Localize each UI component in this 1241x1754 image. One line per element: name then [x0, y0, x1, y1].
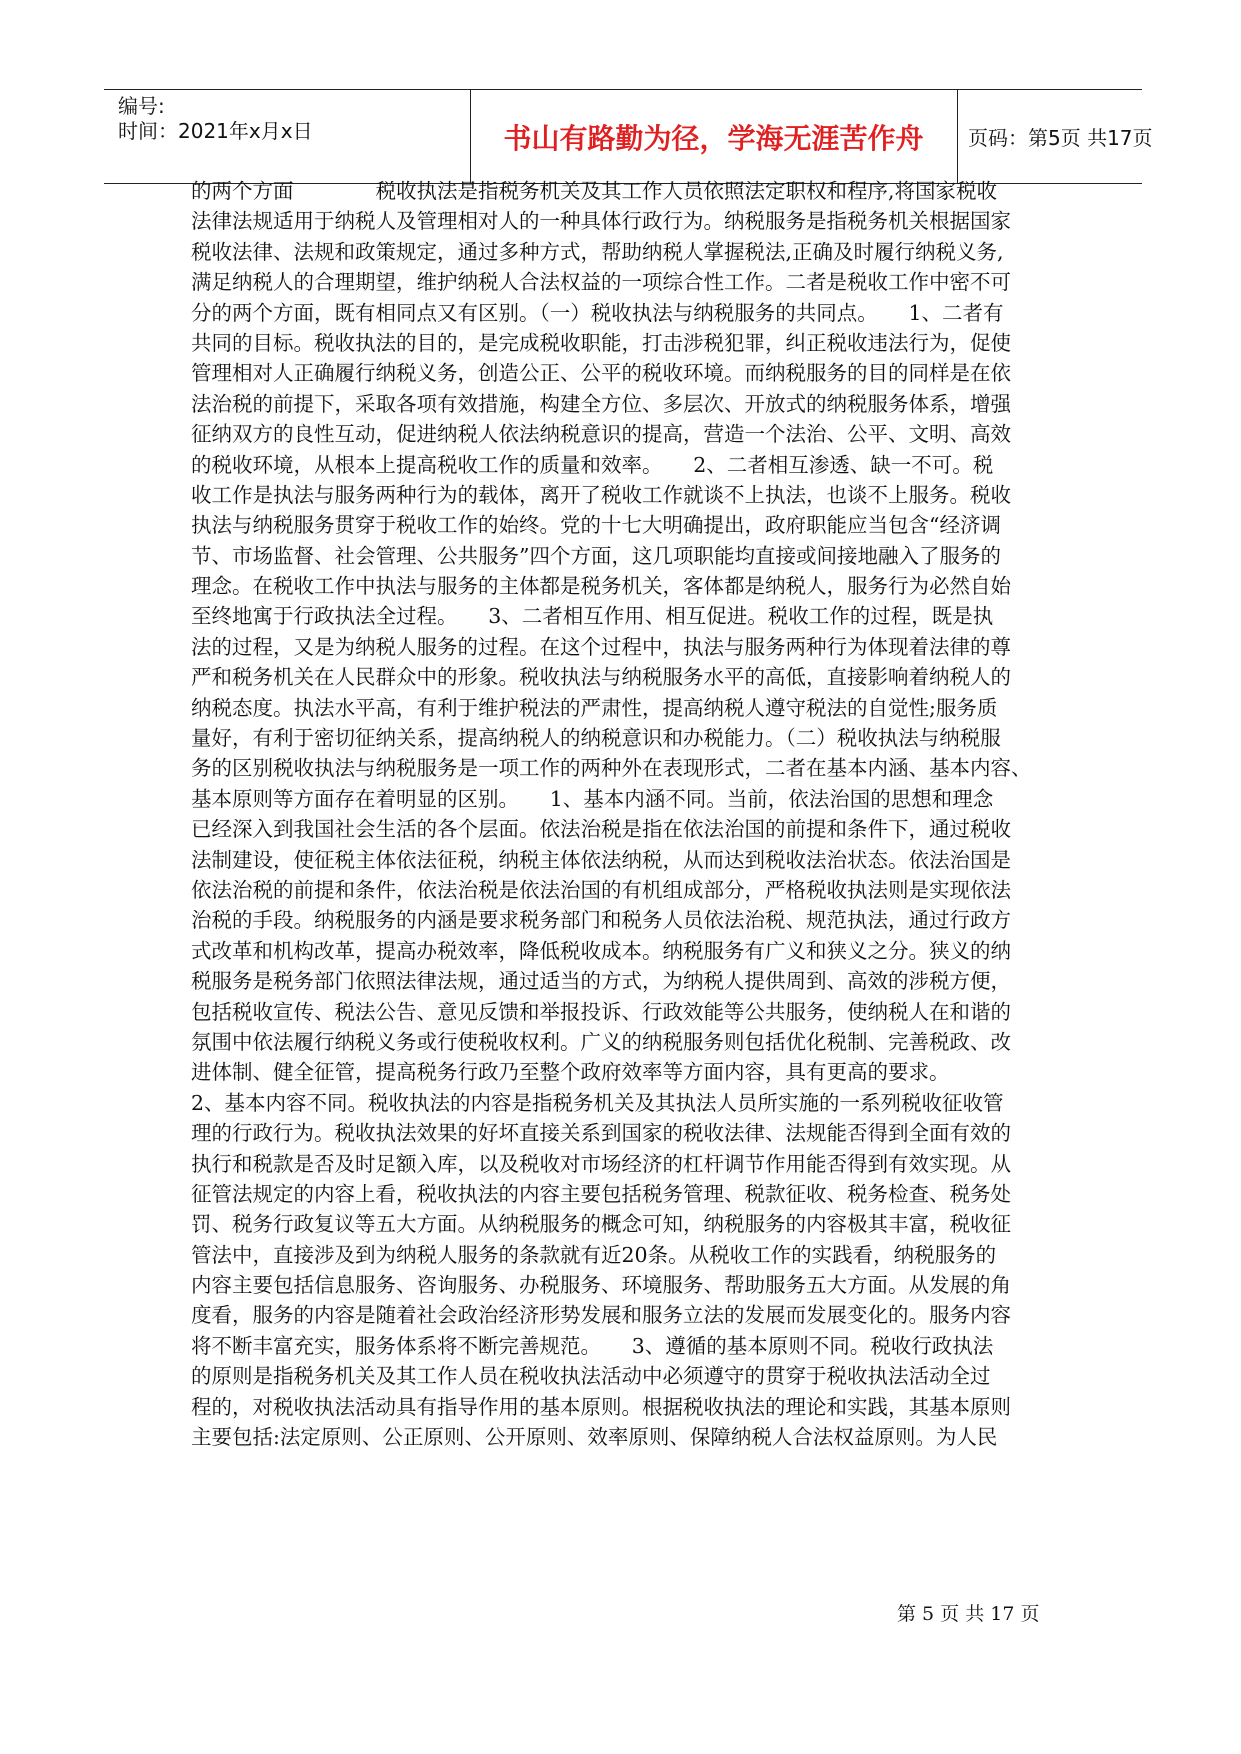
- body-text-line: 法的过程，又是为纳税人服务的过程。在这个过程中，执法与服务两种行为体现着法律的尊: [191, 634, 1011, 659]
- body-text-line: 度看，服务的内容是随着社会政治经济形势发展和服务立法的发展而发展变化的。服务内容: [191, 1303, 1011, 1328]
- body-text-line: 征管法规定的内容上看，税收执法的内容主要包括税务管理、税款征收、税务检查、税务处: [191, 1181, 1011, 1206]
- body-text-line: 共同的目标。税收执法的目的，是完成税收职能，打击涉税犯罪，纠正税收违法行为，促使: [191, 330, 1011, 355]
- body-text-line: 执法与纳税服务贯穿于税收工作的始终。党的十七大明确提出，政府职能应当包含“经济调: [191, 513, 1001, 538]
- body-text-line: 的两个方面 税收执法是指税务机关及其工作人员依照法定职权和程序,将国家税收: [191, 179, 998, 203]
- body-text-line: 氛围中依法履行纳税义务或行使税收权利。广义的纳税服务则包括优化税制、完善税政、改: [191, 1029, 1011, 1054]
- body-text-line: 程的，对税收执法活动具有指导作用的基本原则。根据税收执法的理论和实践，其基本原则: [191, 1394, 1011, 1419]
- body-text-line: 的税收环境，从根本上提高税收工作的质量和效率。 2、二者相互渗透、缺一不可。税: [191, 452, 994, 477]
- body-text-line: 法制建设，使征税主体依法征税，纳税主体依法纳税，从而达到税收法治状态。依法治国是: [191, 847, 1011, 872]
- body-text-line: 法律法规适用于纳税人及管理相对人的一种具体行政行为。纳税服务是指税务机关根据国家: [191, 209, 1011, 234]
- body-text-line: 管法中，直接涉及到为纳税人服务的条款就有近20条。从税收工作的实践看，纳税服务的: [191, 1242, 997, 1267]
- body-text-line: 依法治税的前提和条件，依法治税是依法治国的有机组成部分，严格税收执法则是实现依法: [191, 877, 1011, 902]
- body-text-line: 征纳双方的良性互动，促进纳税人依法纳税意识的提高，营造一个法治、公平、文明、高效: [191, 422, 1011, 447]
- document-body: [191, 176, 1051, 1452]
- document-number-label: 编号:: [118, 94, 165, 118]
- body-text-line: 分的两个方面，既有相同点又有区别。（一）税收执法与纳税服务的共同点。 1、二者有: [191, 300, 1004, 325]
- body-text-line: 收工作是执法与服务两种行为的载体，离开了税收工作就谈不上执法，也谈不上服务。税收: [191, 482, 1011, 507]
- body-text-line: 纳税态度。执法水平高，有利于维护税法的严肃性，提高纳税人遵守税法的自觉性;服务质: [191, 695, 998, 720]
- body-text-line: 量好，有利于密切征纳关系，提高纳税人的纳税意识和办税能力。（二）税收执法与纳税服: [191, 726, 1001, 751]
- body-text-line: 进体制、健全征管，提高税务行政乃至整个政府效率等方面内容，具有更高的要求。: [191, 1060, 950, 1085]
- body-text-line: 税服务是税务部门依照法律法规，通过适当的方式，为纳税人提供周到、高效的涉税方便，: [191, 969, 1011, 994]
- body-text-line: 理念。在税收工作中执法与服务的主体都是税务机关，客体都是纳税人，服务行为必然自始: [191, 574, 1011, 599]
- body-text-line: 至终地寓于行政执法全过程。 3、二者相互作用、相互促进。税收工作的过程，既是执: [191, 604, 994, 629]
- body-text-line: 已经深入到我国社会生活的各个层面。依法治税是指在依法治国的前提和条件下，通过税收: [191, 817, 1011, 842]
- body-text-line: 节、市场监督、社会管理、公共服务”四个方面，这几项职能均直接或间接地融入了服务的: [191, 543, 1001, 568]
- body-text-line: 满足纳税人的合理期望，维护纳税人合法权益的一项综合性工作。二者是税收工作中密不可: [191, 270, 1011, 295]
- body-text-line: 将不断丰富充实，服务体系将不断完善规范。 3、遵循的基本原则不同。税收行政执法: [191, 1333, 994, 1358]
- body-text-line: 2、基本内容不同。税收执法的内容是指税务机关及其执法人员所实施的一系列税收征收管: [191, 1090, 1004, 1115]
- body-text-line: 基本原则等方面存在着明显的区别。 1、基本内涵不同。当前，依法治国的思想和理念: [191, 786, 994, 811]
- body-text-line: 罚、税务行政复议等五大方面。从纳税服务的概念可知，纳税服务的内容极其丰富，税收征: [191, 1212, 1011, 1237]
- body-text-line: 内容主要包括信息服务、咨询服务、办税服务、环境服务、帮助服务五大方面。从发展的角: [191, 1273, 1011, 1298]
- body-text-line: 理的行政行为。税收执法效果的好坏直接关系到国家的税收法律、法规能否得到全面有效的: [191, 1121, 1011, 1146]
- body-text-line: 严和税务机关在人民群众中的形象。税收执法与纳税服务水平的高低，直接影响着纳税人的: [191, 665, 1011, 690]
- body-text-line: 法治税的前提下，采取各项有效措施，构建全方位、多层次、开放式的纳税服务体系，增强: [191, 391, 1011, 416]
- body-text-line: 执行和税款是否及时足额入库，以及税收对市场经济的杠杆调节作用能否得到有效实现。从: [191, 1151, 1011, 1176]
- page-footer: 第 5 页 共 17 页: [897, 1603, 1040, 1625]
- document-header: [104, 89, 1153, 184]
- body-text-line: 税收法律、法规和政策规定，通过多种方式，帮助纳税人掌握税法,正确及时履行纳税义务,: [191, 239, 1004, 264]
- body-text-line: 务的区别税收执法与纳税服务是一项工作的两种外在表现形式，二者在基本内涵、基本内容、: [191, 756, 1032, 781]
- header-divider-right: [957, 90, 958, 183]
- body-text-line: 的原则是指税务机关及其工作人员在税收执法活动中必须遵守的贯穿于税收执法活动全过: [191, 1364, 991, 1389]
- header-page-label: 页码：第5页 共17页: [968, 126, 1153, 150]
- header-motto: 书山有路勤为径，学海无涯苦作舟: [503, 121, 924, 155]
- document-time-label: 时间：2021年x月x日: [118, 119, 313, 143]
- body-text-line: 治税的手段。纳税服务的内涵是要求税务部门和税务人员依法治税、规范执法，通过行政方: [191, 908, 1011, 933]
- body-text-line: 主要包括:法定原则、公正原则、公开原则、效率原则、保障纳税人合法权益原则。为人民: [191, 1425, 998, 1450]
- body-text-line: 式改革和机构改革，提高办税效率，降低税收成本。纳税服务有广义和狭义之分。狭义的纳: [191, 938, 1011, 963]
- header-info: [118, 94, 463, 144]
- body-text-line: 包括税收宣传、税法公告、意见反馈和举报投诉、行政效能等公共服务，使纳税人在和谐的: [191, 999, 1011, 1024]
- body-text-line: 管理相对人正确履行纳税义务，创造公正、公平的税收环境。而纳税服务的目的同样是在依: [191, 361, 1011, 386]
